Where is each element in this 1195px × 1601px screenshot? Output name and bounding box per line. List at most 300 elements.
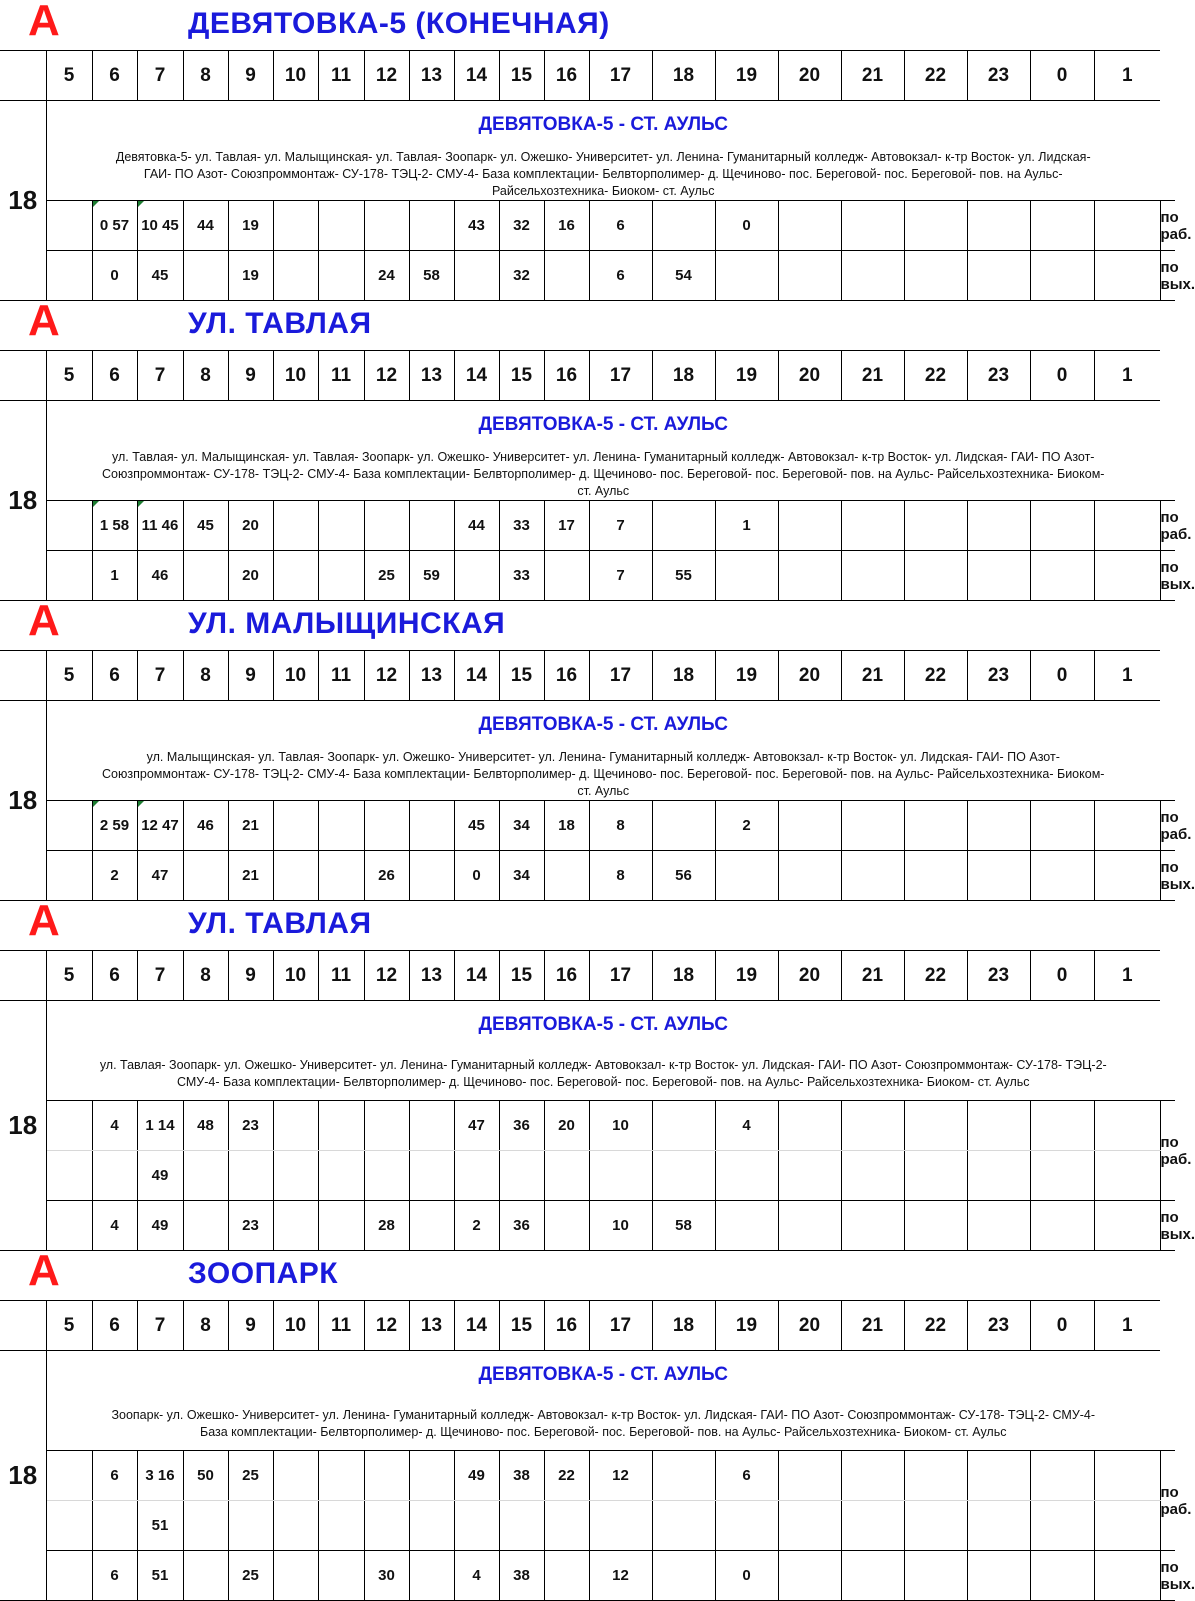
- departure-minutes: [183, 1551, 228, 1601]
- departure-minutes: 0: [454, 851, 499, 901]
- departure-minutes: [904, 1551, 967, 1601]
- departure-minutes: 6: [715, 1451, 778, 1501]
- departure-minutes: [318, 851, 364, 901]
- hour-header: 1: [1094, 351, 1160, 401]
- departure-minutes: 4: [92, 1101, 137, 1151]
- hour-header: 11: [318, 651, 364, 701]
- hour-header: 7: [137, 651, 183, 701]
- departure-minutes: 11 46: [137, 501, 183, 551]
- departure-minutes: [904, 551, 967, 601]
- departure-minutes: 44: [183, 201, 228, 251]
- route-stops-line: ул. Малыщинская- ул. Тавлая- Зоопарк- ул. Ожешко- Университет- ул. Ленина- Гуманитарный колледж- Автовокзал- к-тр Восток- ул. Лидская- ГАИ- ПО Азот-: [146, 749, 1060, 764]
- departure-minutes: 18: [544, 801, 589, 851]
- departure-minutes: 46: [137, 551, 183, 601]
- departure-minutes: 17: [544, 501, 589, 551]
- hour-header: 0: [1030, 951, 1094, 1001]
- departure-minutes: [841, 251, 904, 301]
- departure-minutes: [904, 1201, 967, 1251]
- hour-header: 6: [92, 351, 137, 401]
- hour-header: 21: [841, 351, 904, 401]
- departure-minutes: [652, 201, 715, 251]
- departure-minutes: [904, 851, 967, 901]
- weekday-row: [0, 1101, 1175, 1151]
- departure-minutes: 21: [228, 851, 273, 901]
- route-stops-list: [46, 1049, 1160, 1101]
- departure-minutes: 26: [364, 851, 409, 901]
- route-stops-line: ст. Аульс: [577, 783, 630, 798]
- departure-minutes: [589, 1151, 652, 1201]
- transport-type-letter: А: [28, 596, 60, 645]
- departure-minutes: 45: [183, 501, 228, 551]
- hour-header: 7: [137, 351, 183, 401]
- departure-minutes: [1094, 201, 1160, 251]
- route-stops-line: Союзпроммонтаж- СУ-178- ТЭЦ-2- СМУ-4- База комплектации- Белвторполимер- д. Щечиново- пос. Береговой- пос. Береговой- пов. на Аульс- Райсельхозтехника- Биоком-: [102, 466, 1105, 481]
- hour-header: 11: [318, 951, 364, 1001]
- weekend-label: по вых.: [1160, 851, 1175, 901]
- departure-minutes: [841, 201, 904, 251]
- departure-minutes: [46, 801, 92, 851]
- departure-minutes: [92, 1501, 137, 1551]
- departure-minutes: [841, 501, 904, 551]
- direction-row: [0, 701, 1175, 749]
- route-stops-list: [46, 449, 1160, 501]
- departure-minutes: [841, 801, 904, 851]
- departure-minutes: [364, 1501, 409, 1551]
- departure-minutes: [841, 1101, 904, 1151]
- departure-minutes: [364, 201, 409, 251]
- stop-timetable: [0, 0, 1195, 300]
- departure-minutes: 12: [589, 1551, 652, 1601]
- hour-header: 9: [228, 651, 273, 701]
- hour-header: 6: [92, 51, 137, 101]
- departure-minutes: 58: [409, 251, 454, 301]
- departure-minutes: 10: [589, 1101, 652, 1151]
- route-direction: ДЕВЯТОВКА-5 - СТ. АУЛЬС: [46, 101, 1160, 149]
- departure-minutes: [544, 1151, 589, 1201]
- schedule-table: [0, 650, 1195, 901]
- route-number: 18: [0, 1351, 46, 1601]
- departure-minutes: [318, 501, 364, 551]
- departure-minutes: [228, 1151, 273, 1201]
- departure-minutes: 10: [589, 1201, 652, 1251]
- departure-minutes: [652, 1451, 715, 1501]
- stop-timetable: [0, 296, 1195, 600]
- departure-minutes: [273, 1501, 318, 1551]
- route-direction: ДЕВЯТОВКА-5 - СТ. АУЛЬС: [46, 1351, 1160, 1399]
- departure-minutes: [46, 1501, 92, 1551]
- departure-minutes: [1030, 801, 1094, 851]
- departure-minutes: [778, 1551, 841, 1601]
- departure-minutes: 59: [409, 551, 454, 601]
- departure-minutes: 4: [454, 1551, 499, 1601]
- departure-minutes: 33: [499, 501, 544, 551]
- departure-minutes: [967, 551, 1030, 601]
- route-stops-row: [0, 749, 1175, 801]
- weekday-label: по раб.: [1160, 1451, 1175, 1551]
- hour-header: 10: [273, 951, 318, 1001]
- departure-minutes: [318, 551, 364, 601]
- hour-header: 14: [454, 651, 499, 701]
- departure-minutes: [841, 1201, 904, 1251]
- hour-header: 18: [652, 351, 715, 401]
- hour-header: 21: [841, 651, 904, 701]
- departure-minutes: [967, 251, 1030, 301]
- departure-minutes: [273, 1551, 318, 1601]
- hour-header: 13: [409, 651, 454, 701]
- hour-header: 12: [364, 1301, 409, 1351]
- hours-row: [0, 351, 1175, 401]
- departure-minutes: [1030, 1451, 1094, 1501]
- departure-minutes: 51: [137, 1551, 183, 1601]
- departure-minutes: [904, 501, 967, 551]
- departure-minutes: [544, 851, 589, 901]
- departure-minutes: 51: [137, 1501, 183, 1551]
- hour-header: 19: [715, 51, 778, 101]
- hour-header: 17: [589, 651, 652, 701]
- weekend-label: по вых.: [1160, 1551, 1175, 1601]
- corner-cell: [0, 951, 46, 1001]
- direction-row: [0, 101, 1175, 149]
- departure-minutes: [778, 1151, 841, 1201]
- departure-minutes: 20: [228, 501, 273, 551]
- departure-minutes: 25: [364, 551, 409, 601]
- departure-minutes: [778, 1101, 841, 1151]
- departure-minutes: [1094, 1551, 1160, 1601]
- route-stops-list: [46, 1399, 1160, 1451]
- departure-minutes: [715, 851, 778, 901]
- departure-minutes: [183, 1151, 228, 1201]
- hour-header: 19: [715, 1301, 778, 1351]
- departure-minutes: [454, 251, 499, 301]
- departure-minutes: 36: [499, 1101, 544, 1151]
- departure-minutes: [364, 501, 409, 551]
- departure-minutes: [841, 851, 904, 901]
- departure-minutes: 0: [715, 1551, 778, 1601]
- hours-row: [0, 1301, 1175, 1351]
- departure-minutes: [409, 1501, 454, 1551]
- hour-header: 8: [183, 51, 228, 101]
- departure-minutes: [364, 1151, 409, 1201]
- hour-header: 10: [273, 351, 318, 401]
- departure-minutes: 49: [137, 1201, 183, 1251]
- hour-header: 5: [46, 51, 92, 101]
- hour-header: 15: [499, 1301, 544, 1351]
- weekday-label: по раб.: [1160, 201, 1175, 251]
- stop-header: [0, 296, 1175, 350]
- departure-minutes: [46, 251, 92, 301]
- departure-minutes: 34: [499, 801, 544, 851]
- hour-header: 1: [1094, 1301, 1160, 1351]
- departure-minutes: 7: [589, 551, 652, 601]
- hour-header: 6: [92, 651, 137, 701]
- departure-minutes: 1 14: [137, 1101, 183, 1151]
- departure-minutes: 58: [652, 1201, 715, 1251]
- departure-minutes: 32: [499, 251, 544, 301]
- weekday-row: [0, 201, 1175, 251]
- route-stops-line: База комплектации- Белвторполимер- д. Щечиново- пос. Береговой- пос. Береговой- пов. на Аульс- Райсельхозтехника- Биоком- ст. Аульс: [199, 1425, 1007, 1440]
- departure-minutes: 2 59: [92, 801, 137, 851]
- direction-row: [0, 1001, 1175, 1049]
- hour-header: 11: [318, 351, 364, 401]
- departure-minutes: [409, 851, 454, 901]
- departure-minutes: [1030, 1101, 1094, 1151]
- departure-minutes: [841, 1451, 904, 1501]
- departure-minutes: [841, 1551, 904, 1601]
- departure-minutes: [544, 251, 589, 301]
- departure-minutes: 45: [137, 251, 183, 301]
- route-stops-line: Зоопарк- ул. Ожешко- Университет- ул. Ленина- Гуманитарный колледж- Автовокзал- к-тр Восток- ул. Лидская- ГАИ- ПО Азот- Союзпроммонтаж- СУ-178- ТЭЦ-2- СМУ-4-: [111, 1408, 1096, 1423]
- departure-minutes: 23: [228, 1201, 273, 1251]
- departure-minutes: 49: [137, 1151, 183, 1201]
- hour-header: 8: [183, 1301, 228, 1351]
- departure-minutes: 4: [92, 1201, 137, 1251]
- route-stops-line: ул. Тавлая- Зоопарк- ул. Ожешко- Университет- ул. Ленина- Гуманитарный колледж- Автовокзал- к-тр Восток- ул. Лидская- ГАИ- ПО Азот- Союзпроммонтаж- СУ-178- ТЭЦ-2-: [99, 1058, 1107, 1073]
- route-stops-row: [0, 449, 1175, 501]
- corner-cell: [0, 51, 46, 101]
- hour-header: 10: [273, 51, 318, 101]
- departure-minutes: [183, 251, 228, 301]
- departure-minutes: [409, 801, 454, 851]
- departure-minutes: 6: [92, 1551, 137, 1601]
- hour-header: 12: [364, 51, 409, 101]
- hour-header: 20: [778, 351, 841, 401]
- departure-minutes: 44: [454, 501, 499, 551]
- route-number: 18: [0, 401, 46, 601]
- route-stops-line: Девятовка-5- ул. Тавлая- ул. Малыщинская- ул. Тавлая- Зоопарк- ул. Ожешко- Университет- ул. Ленина- Гуманитарный колледж- Автовокзал- к-тр Восток- ул. Лидская-: [115, 149, 1091, 164]
- hour-header: 9: [228, 951, 273, 1001]
- schedule-table: [0, 350, 1195, 601]
- departure-minutes: 36: [499, 1201, 544, 1251]
- departure-minutes: [499, 1151, 544, 1201]
- schedule-table: [0, 950, 1195, 1251]
- hour-header: 15: [499, 51, 544, 101]
- weekday-row: [0, 801, 1175, 851]
- hour-header: 23: [967, 1301, 1030, 1351]
- departure-minutes: [1030, 551, 1094, 601]
- hour-header: 0: [1030, 1301, 1094, 1351]
- departure-minutes: [46, 1551, 92, 1601]
- hour-header: 21: [841, 1301, 904, 1351]
- departure-minutes: [273, 801, 318, 851]
- departure-minutes: [715, 251, 778, 301]
- departure-minutes: [778, 1201, 841, 1251]
- route-stops-list: [46, 149, 1160, 201]
- departure-minutes: 0 57: [92, 201, 137, 251]
- hour-header: 0: [1030, 51, 1094, 101]
- departure-minutes: [544, 1501, 589, 1551]
- route-direction: ДЕВЯТОВКА-5 - СТ. АУЛЬС: [46, 701, 1160, 749]
- departure-minutes: [318, 251, 364, 301]
- departure-minutes: [967, 851, 1030, 901]
- departure-minutes: 3 16: [137, 1451, 183, 1501]
- departure-minutes: 6: [92, 1451, 137, 1501]
- stop-title: УЛ. МАЛЫЩИНСКАЯ: [188, 607, 506, 640]
- transport-type-letter: А: [28, 296, 60, 345]
- departure-minutes: 16: [544, 201, 589, 251]
- departure-minutes: [544, 551, 589, 601]
- departure-minutes: 8: [589, 801, 652, 851]
- hours-row: [0, 51, 1175, 101]
- hour-header: 13: [409, 351, 454, 401]
- hour-header: 20: [778, 651, 841, 701]
- departure-minutes: [904, 801, 967, 851]
- hour-header: 16: [544, 51, 589, 101]
- hour-header: 16: [544, 1301, 589, 1351]
- departure-minutes: 24: [364, 251, 409, 301]
- departure-minutes: [409, 1451, 454, 1501]
- weekend-label: по вых.: [1160, 551, 1175, 601]
- departure-minutes: 12 47: [137, 801, 183, 851]
- departure-minutes: [967, 1501, 1030, 1551]
- stop-timetable: [0, 1246, 1195, 1600]
- departure-minutes: [1094, 851, 1160, 901]
- departure-minutes: 1: [715, 501, 778, 551]
- hour-header: 21: [841, 951, 904, 1001]
- departure-minutes: [46, 551, 92, 601]
- departure-minutes: 20: [544, 1101, 589, 1151]
- hour-header: 16: [544, 651, 589, 701]
- departure-minutes: 1: [92, 551, 137, 601]
- departure-minutes: [652, 501, 715, 551]
- departure-minutes: [273, 1151, 318, 1201]
- departure-minutes: [46, 201, 92, 251]
- hour-header: 22: [904, 651, 967, 701]
- departure-minutes: 23: [228, 1101, 273, 1151]
- weekday-row: [0, 1451, 1175, 1501]
- route-stops-list: [46, 749, 1160, 801]
- departure-minutes: 0: [715, 201, 778, 251]
- departure-minutes: [715, 1501, 778, 1551]
- corner-cell: [0, 1301, 46, 1351]
- departure-minutes: 47: [454, 1101, 499, 1151]
- departure-minutes: [841, 551, 904, 601]
- departure-minutes: [841, 1151, 904, 1201]
- transport-type-letter: А: [28, 896, 60, 945]
- departure-minutes: [409, 1551, 454, 1601]
- weekend-row: [0, 551, 1175, 601]
- weekend-row: [0, 1551, 1175, 1601]
- departure-minutes: [778, 251, 841, 301]
- departure-minutes: [46, 1151, 92, 1201]
- departure-minutes: 43: [454, 201, 499, 251]
- departure-minutes: [652, 1151, 715, 1201]
- weekend-row: [0, 851, 1175, 901]
- hour-header: 23: [967, 51, 1030, 101]
- departure-minutes: [273, 551, 318, 601]
- departure-minutes: [778, 501, 841, 551]
- route-number: 18: [0, 701, 46, 901]
- departure-minutes: [1030, 501, 1094, 551]
- departure-minutes: [967, 501, 1030, 551]
- departure-minutes: 54: [652, 251, 715, 301]
- departure-minutes: 6: [589, 251, 652, 301]
- departure-minutes: [967, 1151, 1030, 1201]
- route-stops-line: ст. Аульс: [577, 483, 630, 498]
- departure-minutes: 55: [652, 551, 715, 601]
- departure-minutes: [1030, 1551, 1094, 1601]
- departure-minutes: [1030, 1151, 1094, 1201]
- departure-minutes: 8: [589, 851, 652, 901]
- departure-minutes: [1030, 1501, 1094, 1551]
- hour-header: 1: [1094, 951, 1160, 1001]
- hour-header: 20: [778, 51, 841, 101]
- departure-minutes: [715, 1151, 778, 1201]
- departure-minutes: [454, 1151, 499, 1201]
- departure-minutes: [778, 201, 841, 251]
- hour-header: 12: [364, 651, 409, 701]
- departure-minutes: [1030, 251, 1094, 301]
- departure-minutes: 22: [544, 1451, 589, 1501]
- stop-title: ЗООПАРК: [188, 1257, 339, 1290]
- departure-minutes: [46, 1101, 92, 1151]
- departure-minutes: [273, 851, 318, 901]
- departure-minutes: [273, 501, 318, 551]
- transport-type-letter: А: [28, 1246, 60, 1295]
- hour-header: 9: [228, 351, 273, 401]
- route-direction: ДЕВЯТОВКА-5 - СТ. АУЛЬС: [46, 1001, 1160, 1049]
- hour-header: 17: [589, 51, 652, 101]
- route-number: 18: [0, 1001, 46, 1251]
- departure-minutes: [183, 1501, 228, 1551]
- departure-minutes: 45: [454, 801, 499, 851]
- hour-header: 7: [137, 51, 183, 101]
- weekend-row: [0, 1201, 1175, 1251]
- hour-header: 20: [778, 951, 841, 1001]
- hour-header: 15: [499, 351, 544, 401]
- departure-minutes: 2: [92, 851, 137, 901]
- stop-header: [0, 1246, 1175, 1300]
- departure-minutes: [967, 1101, 1030, 1151]
- departure-minutes: 25: [228, 1551, 273, 1601]
- hour-header: 22: [904, 51, 967, 101]
- departure-minutes: [499, 1501, 544, 1551]
- hour-header: 23: [967, 651, 1030, 701]
- departure-minutes: [1094, 501, 1160, 551]
- hour-header: 6: [92, 1301, 137, 1351]
- hour-header: 22: [904, 1301, 967, 1351]
- departure-minutes: [589, 1501, 652, 1551]
- hour-header: 22: [904, 351, 967, 401]
- hour-header: 23: [967, 351, 1030, 401]
- departure-minutes: 47: [137, 851, 183, 901]
- departure-minutes: 32: [499, 201, 544, 251]
- route-stops-row: [0, 149, 1175, 201]
- hour-header: 14: [454, 1301, 499, 1351]
- departure-minutes: [715, 1201, 778, 1251]
- hour-header: 0: [1030, 651, 1094, 701]
- hour-header: 14: [454, 951, 499, 1001]
- departure-minutes: [454, 1501, 499, 1551]
- transport-type-letter: А: [28, 0, 60, 45]
- departure-minutes: [904, 1151, 967, 1201]
- hour-header: 17: [589, 351, 652, 401]
- hour-header: 5: [46, 951, 92, 1001]
- route-stops-line: ГАИ- ПО Азот- Союзпроммонтаж- СУ-178- ТЭЦ-2- СМУ-4- База комплектации- Белвторполимер- д. Щечиново- пос. Береговой- пос. Береговой- пов. на Аульс-: [143, 166, 1063, 181]
- departure-minutes: [652, 801, 715, 851]
- departure-minutes: [409, 1151, 454, 1201]
- weekday-label: по раб.: [1160, 1101, 1175, 1201]
- hour-header: 8: [183, 951, 228, 1001]
- departure-minutes: 34: [499, 851, 544, 901]
- departure-minutes: [778, 1501, 841, 1551]
- departure-minutes: 2: [454, 1201, 499, 1251]
- hour-header: 12: [364, 351, 409, 401]
- departure-minutes: [1094, 1501, 1160, 1551]
- weekend-label: по вых.: [1160, 1201, 1175, 1251]
- departure-minutes: [318, 1101, 364, 1151]
- departure-minutes: [409, 501, 454, 551]
- departure-minutes: [778, 801, 841, 851]
